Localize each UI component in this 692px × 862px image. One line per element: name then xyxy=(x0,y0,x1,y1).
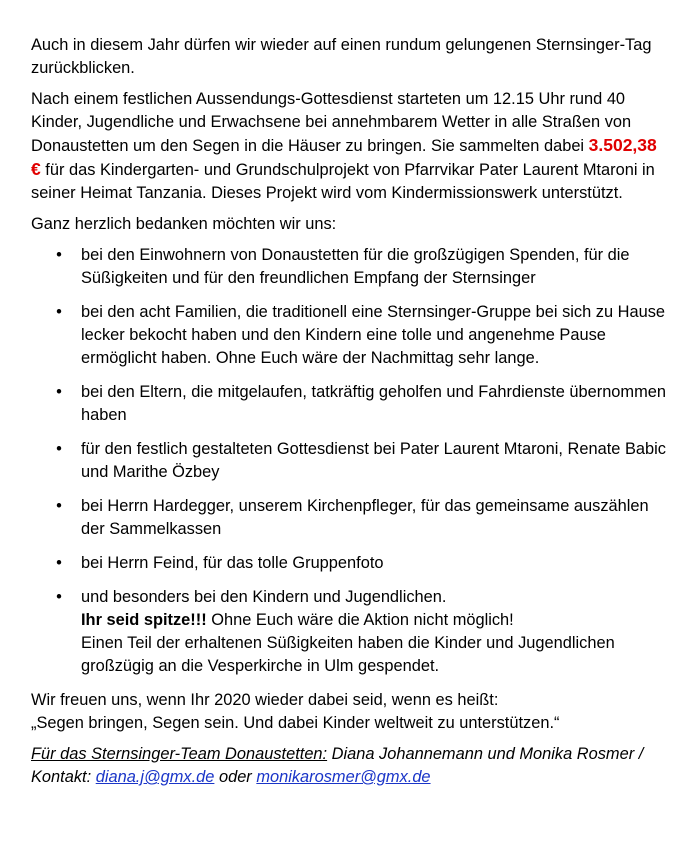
list-item xyxy=(31,438,670,484)
list-item xyxy=(31,495,670,541)
signature xyxy=(31,743,670,789)
donation-amount: 3.502,38 € xyxy=(31,135,657,179)
bullet-icon: • xyxy=(56,497,62,515)
bullet-icon: • xyxy=(56,246,62,264)
closing-line1: Wir freuen uns, wenn Ihr 2020 wieder dabei seid, wenn es heißt: xyxy=(31,691,499,709)
list-item xyxy=(31,244,670,290)
email-link-diana[interactable]: diana.j@gmx.de xyxy=(95,768,215,786)
list-item xyxy=(31,381,670,427)
last-item-after-bold: Ohne Euch wäre die Aktion nicht möglich! xyxy=(206,611,514,629)
closing-paragraph xyxy=(31,689,670,735)
bullet-icon: • xyxy=(56,554,62,572)
list-item xyxy=(31,552,670,575)
report-text-before: Nach einem festlichen Aussendungs-Gottesdienst starteten um 12.15 Uhr rund 40 Kinder, Jugendliche und Erwachsene bei annehmbarem Wetter in alle Straßen von Donaustetten um den Segen in die Häuser zu bringen. Sie sammelten dabei xyxy=(31,90,632,155)
bullet-icon: • xyxy=(56,303,62,321)
closing-motto: „Segen bringen, Segen sein. Und dabei Kinder weltweit zu unterstützen.“ xyxy=(31,714,560,732)
list-item-text: bei den Einwohnern von Donaustetten für die großzügigen Spenden, für die Süßigkeiten und für den freundlichen Empfang der Sternsinger xyxy=(81,246,630,287)
signature-team: Für das Sternsinger-Team Donaustetten: xyxy=(31,745,328,763)
signature-names: Diana Johannemann und Monika Rosmer / Kontakt: xyxy=(31,745,644,786)
last-item-line3: Einen Teil der erhaltenen Süßigkeiten haben die Kinder und Jugendlichen großzügig an die Vesperkirche in Ulm gespendet. xyxy=(81,634,615,675)
list-item xyxy=(31,301,670,370)
intro-paragraph: Auch in diesem Jahr dürfen wir wieder auf einen rundum gelungenen Sternsinger-Tag zurückblicken. xyxy=(31,36,652,77)
list-item-text: bei den acht Familien, die traditionell eine Sternsinger-Gruppe bei sich zu Hause lecker bekocht haben und den Kindern eine tolle und angenehme Pause ermöglicht haben. Ohne Euch wäre der Nachmittag sehr lange. xyxy=(81,303,666,367)
list-item-last xyxy=(31,586,670,678)
bullet-icon: • xyxy=(56,588,62,606)
report-text-after: für das Kindergarten- und Grundschulprojekt von Pfarrvikar Pater Laurent Mtaroni in seiner Heimat Tanzania. Dieses Projekt wird vom Kindermissionswerk unterstützt. xyxy=(31,161,655,202)
bullet-icon: • xyxy=(56,383,62,401)
bullet-icon: • xyxy=(56,440,62,458)
thanks-heading: Ganz herzlich bedanken möchten wir uns: xyxy=(31,215,337,233)
praise-bold-text: Ihr seid spitze!!! xyxy=(81,611,207,629)
last-item-line1: und besonders bei den Kindern und Jugendlichen. xyxy=(81,588,447,606)
list-item-text: für den festlich gestalteten Gottesdienst bei Pater Laurent Mtaroni, Renate Babic und Marithe Özbey xyxy=(81,440,666,481)
list-item-text: bei den Eltern, die mitgelaufen, tatkräftig geholfen und Fahrdienste übernommen haben xyxy=(81,383,666,424)
report-paragraph xyxy=(31,88,670,205)
list-item-text: bei Herrn Hardegger, unserem Kirchenpfleger, für das gemeinsame auszählen der Sammelkassen xyxy=(81,497,649,538)
signature-connector: oder xyxy=(214,768,257,786)
thanks-list xyxy=(31,244,670,678)
email-link-monika[interactable]: monikarosmer@gmx.de xyxy=(256,768,431,786)
list-item-text: bei Herrn Feind, für das tolle Gruppenfoto xyxy=(81,554,384,572)
